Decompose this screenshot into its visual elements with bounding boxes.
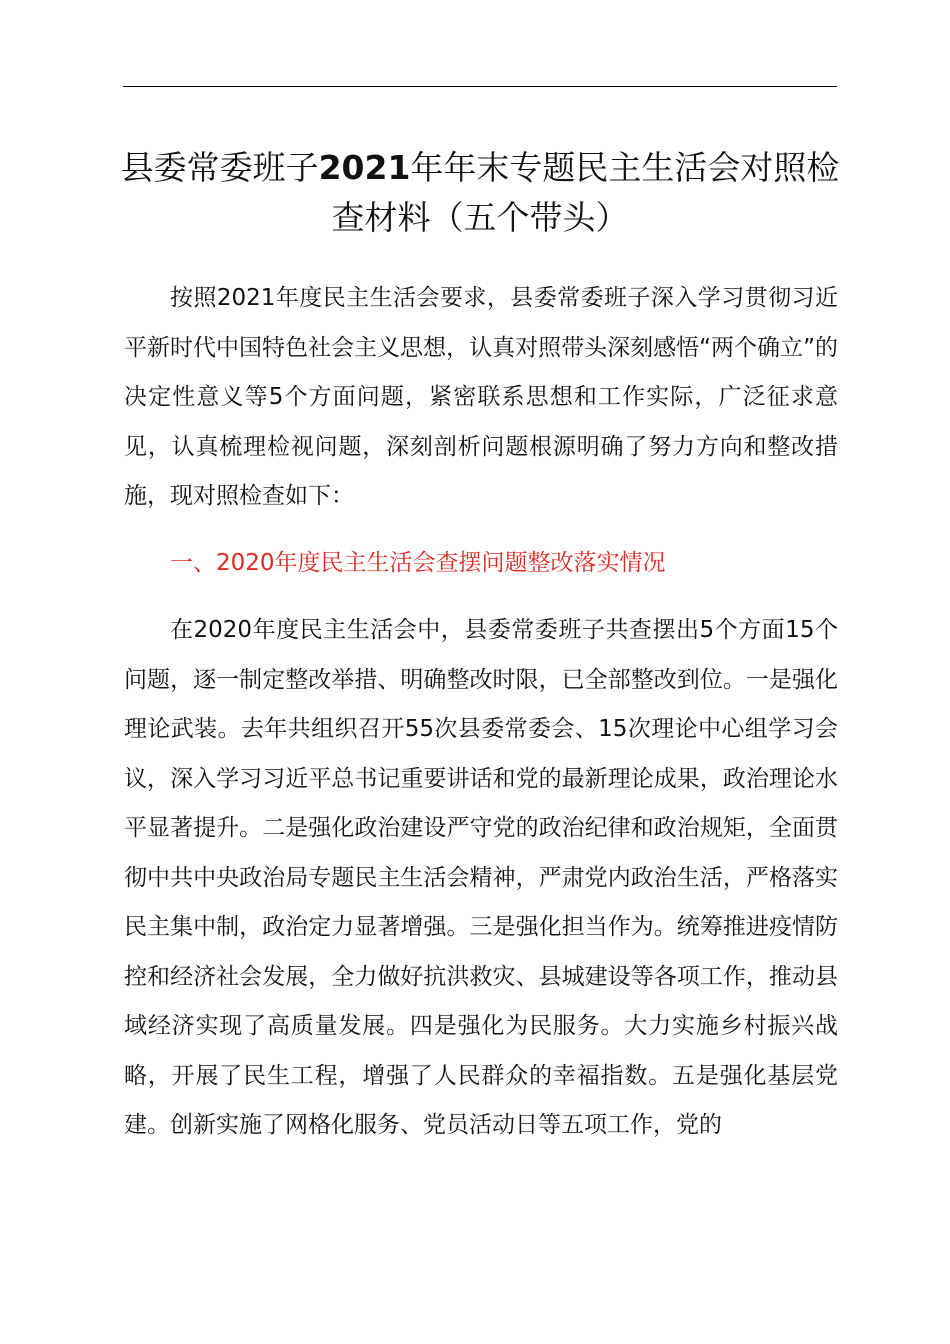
title-year: 2021 [318, 148, 411, 187]
section-1-heading: 一、2020年度民主生活会查摆问题整改落实情况 [170, 550, 666, 576]
header-rule [123, 86, 837, 87]
intro-paragraph: 按照2021年度民主生活会要求，县委常委班子深入学习贯彻习近平新时代中国特色社会主义思想，认真对照带头深刻感悟“两个确立”的决定性意义等5个方面问题，紧密联系思想和工作实际，广泛征求意见，认真梳理检视问题，深刻剖析问题根源明确了努力方向和整改措施，现对照检查如下： [124, 285, 838, 509]
document-title [110, 143, 850, 243]
section-1-paragraph: 在2020年度民主生活会中，县委常委班子共查摆出5个方面15个问题，逐一制定整改举措、明确整改时限，已全部整改到位。一是强化理论武装。去年共组织召开55次县委常委会、15次理论中心组学习会议，深入学习习近平总书记重要讲话和党的最新理论成果，政治理论水平显著提升。二是强化政治建设严守党的政治纪律和政治规矩，全面贯彻中共中央政治局专题民主生活会精神，严肃党内政治生活，严格落实民主集中制，政治定力显著增强。三是强化担当作为。统筹推进疫情防控和经济社会发展，全力做好抗洪救灾、县城建设等各项工作，推动县域经济实现了高质量发展。四是强化为民服务。大力实施乡村振兴战略，开展了民生工程，增强了人民群众的幸福指数。五是强化基层党建。创新实施了网格化服务、党员活动日等五项工作，党的 [124, 617, 838, 1138]
title-part1: 县委常委班子 [120, 148, 319, 187]
title-part2: 年年末专题民主生活会对照检查材料（五个带头） [331, 148, 840, 237]
